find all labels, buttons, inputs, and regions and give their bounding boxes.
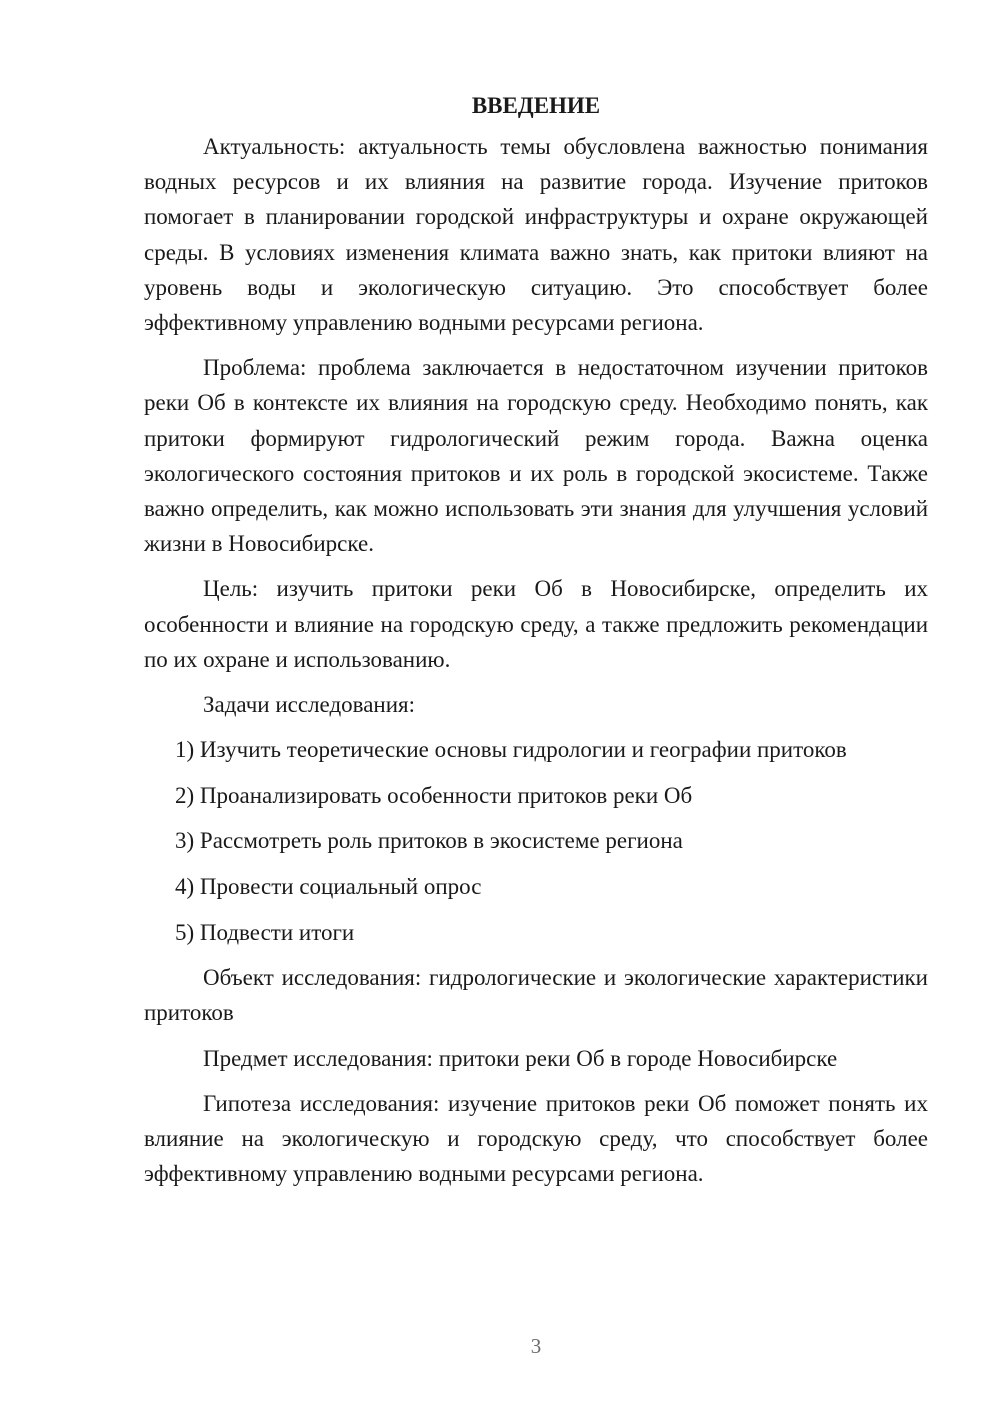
page-content [144,88,928,1201]
list-item: 2) Проанализировать особенности притоков реки Об [175,782,693,808]
tasks-list [144,732,928,950]
paragraph-goal: Цель: изучить притоки реки Об в Новосибирске, определить их особенности и влияние на городскую среду, а также предложить рекомендации по их охране и использованию. [144,576,928,672]
list-item: 3) Рассмотреть роль притоков в экосистеме региона [175,828,683,854]
page-number: 3 [530,1334,542,1358]
tasks-title: Задачи исследования: [203,692,416,718]
paragraph-relevance: Актуальность: актуальность темы обусловлена важностью понимания водных ресурсов и их влияния на развитие города. Изучение притоков помогает в планировании городской инфраструктуры и охране окружающей среды. В условиях изменения климата важно знать, как притоки влияют на уровень воды и экологическую ситуацию. Это способствует более эффективному управлению водными ресурсами региона. [144,134,928,336]
paragraph-object: Объект исследования: гидрологические и экологические характеристики притоков [144,965,928,1026]
section-heading: ВВЕДЕНИЕ [471,93,601,118]
paragraph-hypothesis: Гипотеза исследования: изучение притоков реки Об поможет понять их влияние на экологическую и городскую среду, что способствует более эффективному управлению водными ресурсами региона. [144,1090,928,1187]
list-item: 4) Провести социальный опрос [175,874,482,900]
list-item: 5) Подвести итоги [175,919,355,945]
paragraph-problem: Проблема: проблема заключается в недостаточном изучении притоков реки Об в контексте их влияния на городскую среду. Необходимо понять, как притоки формируют гидрологический режим города. Важна оценка экологического состояния притоков и их роль в городской экосистеме. Также важно определить, как можно использовать эти знания для улучшения условий жизни в Новосибирске. [144,355,928,557]
paragraph-subject: Предмет исследования: притоки реки Об в городе Новосибирске [203,1045,838,1071]
list-item: 1) Изучить теоретические основы гидрологии и географии притоков [175,737,847,763]
